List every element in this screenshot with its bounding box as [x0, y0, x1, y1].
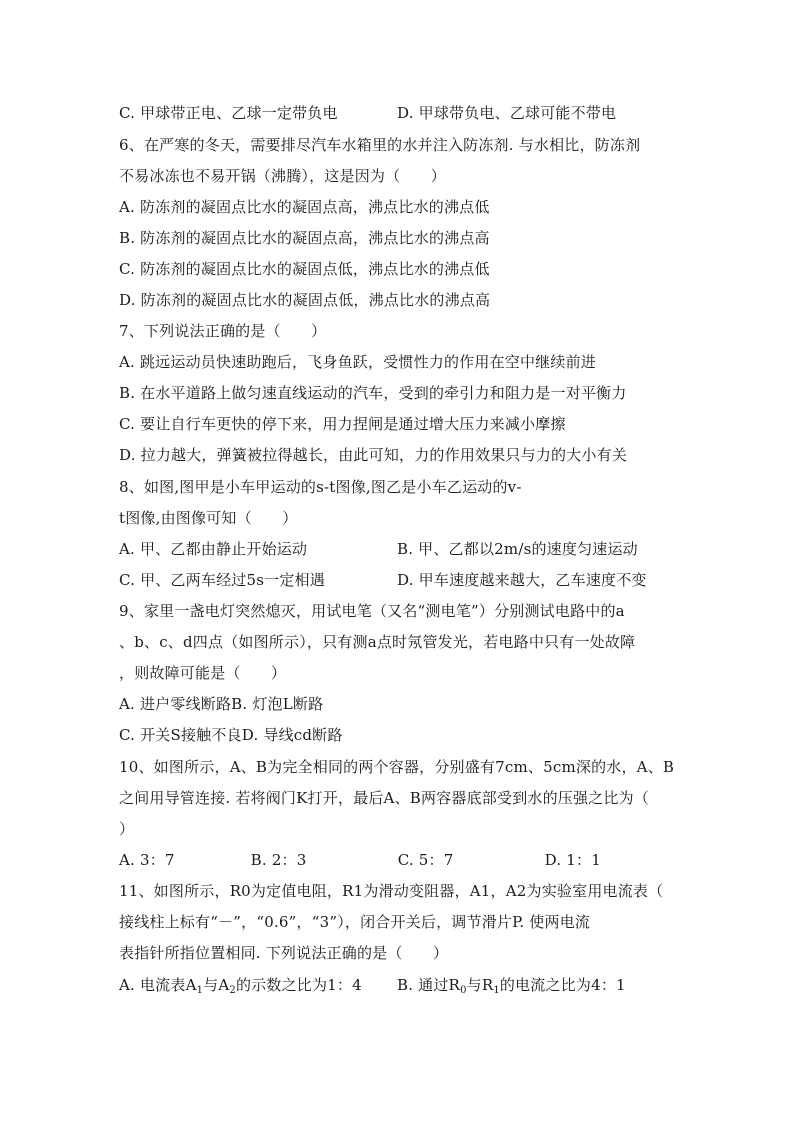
option-8c: C. 甲、乙两车经过5s一定相遇	[119, 571, 325, 589]
question-9-stem: 9、家里一盏电灯突然熄灭，用试电笔（又名“测电笔”）分别测试电路中的a	[119, 602, 625, 620]
option-6b: B. 防冻剂的凝固点比水的凝固点高，沸点比水的沸点高	[119, 229, 490, 247]
question-8-stem: 8、如图,图甲是小车甲运动的s-t图像,图乙是小车乙运动的v-	[119, 478, 522, 496]
subscript-0: 0	[460, 985, 467, 996]
question-7-stem: 7、下列说法正确的是（ ）	[119, 322, 327, 340]
question-8-stem-cont: t图像,由图像可知（ ）	[119, 509, 298, 527]
option-8b: B. 甲、乙都以2m/s的速度匀速运动	[397, 540, 638, 558]
option-11a-mid: 与A	[203, 976, 230, 994]
option-7c: C. 要让自行车更快的停下来，用力捏闸是通过增大压力来减小摩擦	[119, 415, 566, 433]
options-9cd: C. 开关S接触不良D. 导线cd断路	[119, 726, 343, 744]
option-11b-mid: 与R	[466, 976, 494, 994]
option-11a-post: 的示数之比为1：4	[235, 976, 362, 994]
question-11-stem-end: 表指针所指位置相同. 下列说法正确的是（ ）	[119, 944, 449, 962]
option-7d: D. 拉力越大，弹簧被拉得越长，由此可知，力的作用效果只与力的大小有关	[119, 446, 628, 464]
options-9ab: A. 进户零线断路B. 灯泡L断路	[119, 695, 324, 713]
option-11b-pre: B. 通过R	[397, 976, 461, 994]
subscript-1: 1	[196, 985, 204, 996]
option-6d: D. 防冻剂的凝固点比水的凝固点低，沸点比水的沸点高	[119, 291, 491, 309]
question-10-stem-cont: 之间用导管连接. 若将阀门K打开，最后A、B两容器底部受到水的压强之比为（	[119, 789, 650, 807]
question-11-stem: 11、如图所示，R0为定值电阻，R1为滑动变阻器，A1，A2为实验室用电流表（	[119, 882, 664, 900]
option-11b-post: 的电流之比为4：1	[499, 976, 626, 994]
option-11a	[119, 975, 362, 995]
option-7a: A. 跳远运动员快速助跑后，飞身鱼跃，受惯性力的作用在空中继续前进	[119, 353, 596, 371]
subscript-1b: 1	[493, 985, 500, 996]
question-10-stem-end: ）	[119, 820, 135, 838]
option-7b: B. 在水平道路上做匀速直线运动的汽车，受到的牵引力和阻力是一对平衡力	[119, 384, 627, 402]
option-5d: D. 甲球带负电、乙球可能不带电	[397, 104, 617, 122]
question-9-stem-cont: 、b、c、d四点（如图所示），只有测a点时氖管发光，若电路中只有一处故障	[119, 633, 636, 651]
option-6a: A. 防冻剂的凝固点比水的凝固点高，沸点比水的沸点低	[119, 198, 490, 216]
option-8a: A. 甲、乙都由静止开始运动	[119, 540, 308, 558]
subscript-2: 2	[229, 985, 236, 996]
question-11-stem-cont: 接线柱上标有“－”，“0.6”，“3”），闭合开关后，调节滑片P. 使两电流	[119, 913, 591, 931]
option-6c: C. 防冻剂的凝固点比水的凝固点低，沸点比水的沸点低	[119, 260, 490, 278]
option-5c: C. 甲球带正电、乙球一定带负电	[119, 104, 338, 122]
question-6-stem: 6、在严寒的冬天，需要排尽汽车水箱里的水并注入防冻剂. 与水相比，防冻剂	[119, 136, 641, 154]
option-11b	[397, 975, 626, 995]
question-9-stem-end: ，则故障可能是（ ）	[119, 664, 287, 682]
option-11a-pre: A. 电流表A	[119, 976, 197, 994]
options-10: A. 3：7 B. 2：3 C. 5：7 D. 1：1	[119, 851, 601, 869]
question-10-stem: 10、如图所示，A、B为完全相同的两个容器，分别盛有7cm、5cm深的水，A、B	[119, 758, 675, 776]
option-8d: D. 甲车速度越来越大，乙车速度不变	[397, 571, 647, 589]
question-6-stem-cont: 不易冰冻也不易开锅（沸腾），这是因为（ ）	[119, 167, 446, 185]
